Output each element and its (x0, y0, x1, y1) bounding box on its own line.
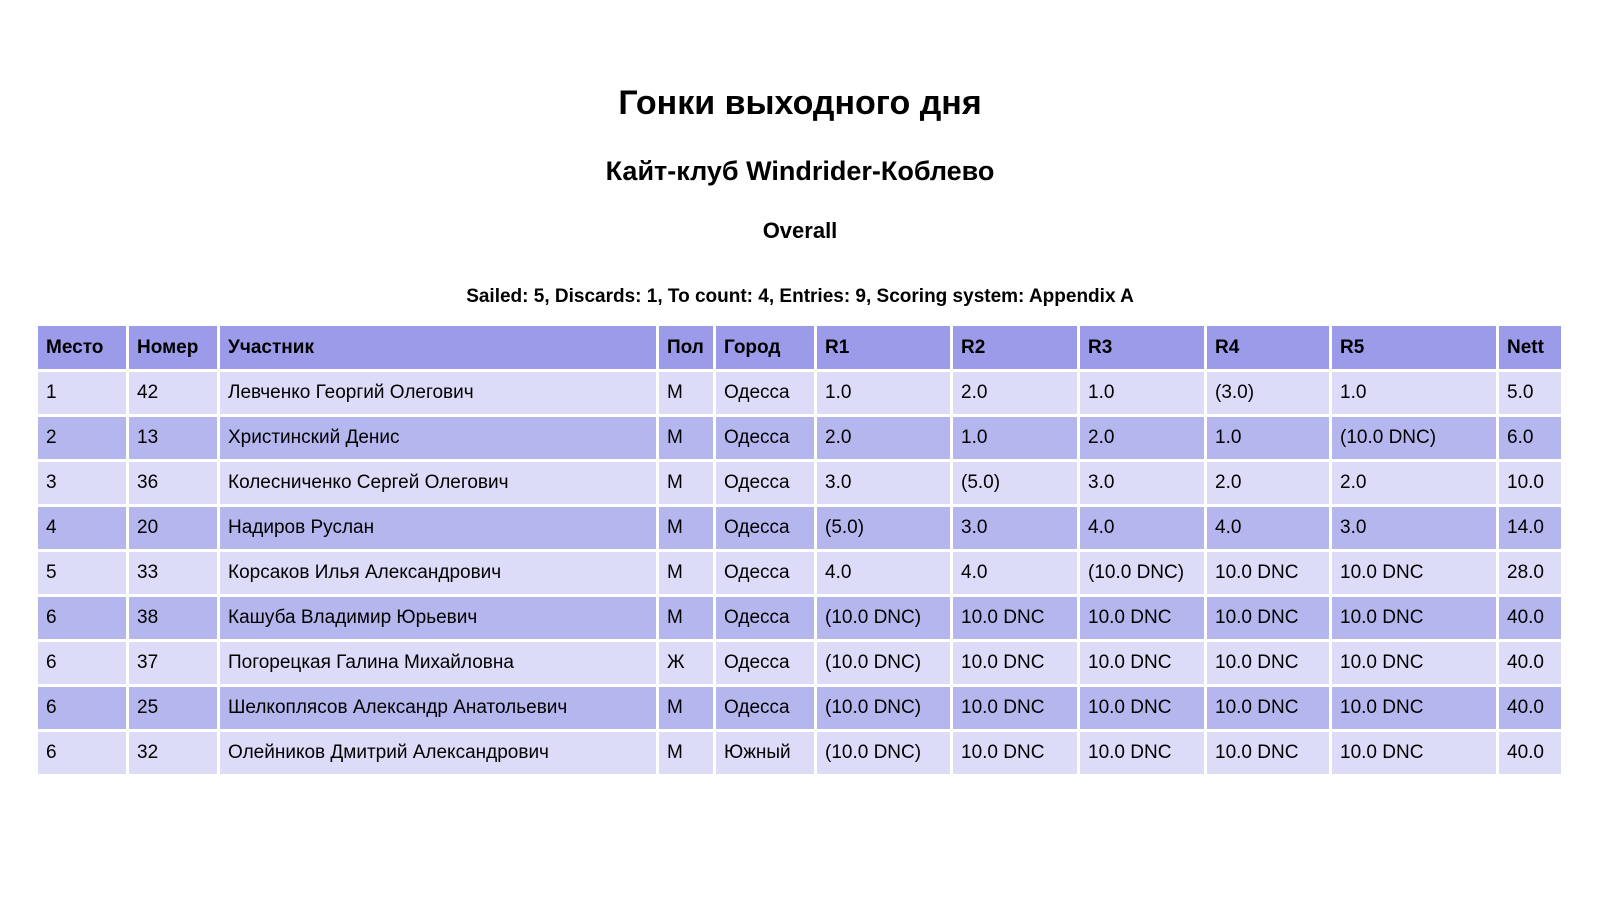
cell-r7-c8: 10.0 DNC (1207, 687, 1329, 729)
cell-r0-c9: 1.0 (1332, 372, 1496, 414)
cell-r7-c2: Шелкоплясов Александр Анатольевич (220, 687, 656, 729)
column-header-8: R4 (1207, 326, 1329, 369)
cell-r8-c0: 6 (38, 732, 126, 774)
column-header-3: Пол (659, 326, 713, 369)
cell-r7-c4: Одесса (716, 687, 814, 729)
cell-r4-c7: (10.0 DNC) (1080, 552, 1204, 594)
cell-r5-c1: 38 (129, 597, 217, 639)
cell-r1-c0: 2 (38, 417, 126, 459)
cell-r6-c8: 10.0 DNC (1207, 642, 1329, 684)
cell-r0-c8: (3.0) (1207, 372, 1329, 414)
cell-r3-c7: 4.0 (1080, 507, 1204, 549)
cell-r3-c2: Надиров Руслан (220, 507, 656, 549)
table-row-6 (38, 642, 1561, 684)
cell-r6-c2: Погорецкая Галина Михайловна (220, 642, 656, 684)
cell-r4-c0: 5 (38, 552, 126, 594)
cell-r1-c7: 2.0 (1080, 417, 1204, 459)
cell-r2-c4: Одесса (716, 462, 814, 504)
cell-r5-c2: Кашуба Владимир Юрьевич (220, 597, 656, 639)
cell-r5-c8: 10.0 DNC (1207, 597, 1329, 639)
cell-r2-c8: 2.0 (1207, 462, 1329, 504)
cell-r4-c1: 33 (129, 552, 217, 594)
cell-r6-c9: 10.0 DNC (1332, 642, 1496, 684)
cell-r7-c10: 40.0 (1499, 687, 1561, 729)
column-header-1: Номер (129, 326, 217, 369)
column-header-4: Город (716, 326, 814, 369)
cell-r4-c9: 10.0 DNC (1332, 552, 1496, 594)
cell-r0-c0: 1 (38, 372, 126, 414)
cell-r2-c9: 2.0 (1332, 462, 1496, 504)
cell-r5-c7: 10.0 DNC (1080, 597, 1204, 639)
cell-r4-c6: 4.0 (953, 552, 1077, 594)
table-row-4 (38, 552, 1561, 594)
column-header-5: R1 (817, 326, 950, 369)
column-header-0: Место (38, 326, 126, 369)
column-header-9: R5 (1332, 326, 1496, 369)
cell-r3-c8: 4.0 (1207, 507, 1329, 549)
column-header-2: Участник (220, 326, 656, 369)
series-summary: Sailed: 5, Discards: 1, To count: 4, Entries: 9, Scoring system: Appendix A (466, 286, 1134, 308)
cell-r0-c10: 5.0 (1499, 372, 1561, 414)
cell-r5-c5: (10.0 DNC) (817, 597, 950, 639)
cell-r4-c2: Корсаков Илья Александрович (220, 552, 656, 594)
cell-r7-c3: М (659, 687, 713, 729)
column-header-10: Nett (1499, 326, 1561, 369)
cell-r1-c10: 6.0 (1499, 417, 1561, 459)
cell-r0-c2: Левченко Георгий Олегович (220, 372, 656, 414)
cell-r6-c7: 10.0 DNC (1080, 642, 1204, 684)
cell-r2-c3: М (659, 462, 713, 504)
table-row-3 (38, 507, 1561, 549)
cell-r3-c3: М (659, 507, 713, 549)
cell-r2-c0: 3 (38, 462, 126, 504)
cell-r2-c2: Колесниченко Сергей Олегович (220, 462, 656, 504)
results-table (35, 323, 1564, 777)
cell-r3-c5: (5.0) (817, 507, 950, 549)
cell-r5-c9: 10.0 DNC (1332, 597, 1496, 639)
cell-r3-c0: 4 (38, 507, 126, 549)
cell-r8-c5: (10.0 DNC) (817, 732, 950, 774)
cell-r2-c6: (5.0) (953, 462, 1077, 504)
cell-r7-c0: 6 (38, 687, 126, 729)
cell-r1-c1: 13 (129, 417, 217, 459)
cell-r1-c8: 1.0 (1207, 417, 1329, 459)
cell-r0-c5: 1.0 (817, 372, 950, 414)
cell-r5-c0: 6 (38, 597, 126, 639)
cell-r7-c5: (10.0 DNC) (817, 687, 950, 729)
cell-r7-c9: 10.0 DNC (1332, 687, 1496, 729)
cell-r8-c10: 40.0 (1499, 732, 1561, 774)
section-title: Overall (762, 218, 838, 244)
cell-r1-c2: Христинский Денис (220, 417, 656, 459)
cell-r6-c0: 6 (38, 642, 126, 684)
column-header-7: R3 (1080, 326, 1204, 369)
cell-r4-c3: М (659, 552, 713, 594)
page-title: Гонки выходного дня (618, 84, 982, 122)
cell-r6-c1: 37 (129, 642, 217, 684)
cell-r1-c4: Одесса (716, 417, 814, 459)
cell-r8-c2: Олейников Дмитрий Александрович (220, 732, 656, 774)
table-row-7 (38, 687, 1561, 729)
table-row-8 (38, 732, 1561, 774)
cell-r7-c6: 10.0 DNC (953, 687, 1077, 729)
table-row-1 (38, 417, 1561, 459)
table-row-2 (38, 462, 1561, 504)
cell-r0-c6: 2.0 (953, 372, 1077, 414)
cell-r1-c9: (10.0 DNC) (1332, 417, 1496, 459)
table-row-0 (38, 372, 1561, 414)
table-row-5 (38, 597, 1561, 639)
cell-r1-c5: 2.0 (817, 417, 950, 459)
cell-r8-c7: 10.0 DNC (1080, 732, 1204, 774)
cell-r6-c10: 40.0 (1499, 642, 1561, 684)
cell-r5-c6: 10.0 DNC (953, 597, 1077, 639)
table-header-row (38, 326, 1561, 369)
cell-r6-c4: Одесса (716, 642, 814, 684)
cell-r4-c5: 4.0 (817, 552, 950, 594)
cell-r0-c4: Одесса (716, 372, 814, 414)
heading-block (0, 84, 1600, 308)
cell-r5-c3: М (659, 597, 713, 639)
cell-r6-c3: Ж (659, 642, 713, 684)
club-subtitle: Кайт-клуб Windrider-Коблево (605, 156, 995, 187)
cell-r3-c10: 14.0 (1499, 507, 1561, 549)
cell-r8-c3: М (659, 732, 713, 774)
cell-r3-c9: 3.0 (1332, 507, 1496, 549)
cell-r7-c7: 10.0 DNC (1080, 687, 1204, 729)
cell-r4-c10: 28.0 (1499, 552, 1561, 594)
cell-r5-c10: 40.0 (1499, 597, 1561, 639)
cell-r3-c4: Одесса (716, 507, 814, 549)
cell-r8-c4: Южный (716, 732, 814, 774)
cell-r7-c1: 25 (129, 687, 217, 729)
cell-r0-c3: М (659, 372, 713, 414)
cell-r2-c1: 36 (129, 462, 217, 504)
cell-r6-c5: (10.0 DNC) (817, 642, 950, 684)
cell-r3-c6: 3.0 (953, 507, 1077, 549)
cell-r0-c1: 42 (129, 372, 217, 414)
cell-r2-c10: 10.0 (1499, 462, 1561, 504)
cell-r1-c3: М (659, 417, 713, 459)
cell-r8-c8: 10.0 DNC (1207, 732, 1329, 774)
cell-r8-c9: 10.0 DNC (1332, 732, 1496, 774)
cell-r3-c1: 20 (129, 507, 217, 549)
cell-r0-c7: 1.0 (1080, 372, 1204, 414)
cell-r4-c4: Одесса (716, 552, 814, 594)
cell-r1-c6: 1.0 (953, 417, 1077, 459)
column-header-6: R2 (953, 326, 1077, 369)
table-body (38, 372, 1561, 774)
cell-r8-c6: 10.0 DNC (953, 732, 1077, 774)
cell-r6-c6: 10.0 DNC (953, 642, 1077, 684)
cell-r2-c7: 3.0 (1080, 462, 1204, 504)
cell-r4-c8: 10.0 DNC (1207, 552, 1329, 594)
cell-r5-c4: Одесса (716, 597, 814, 639)
cell-r2-c5: 3.0 (817, 462, 950, 504)
cell-r8-c1: 32 (129, 732, 217, 774)
